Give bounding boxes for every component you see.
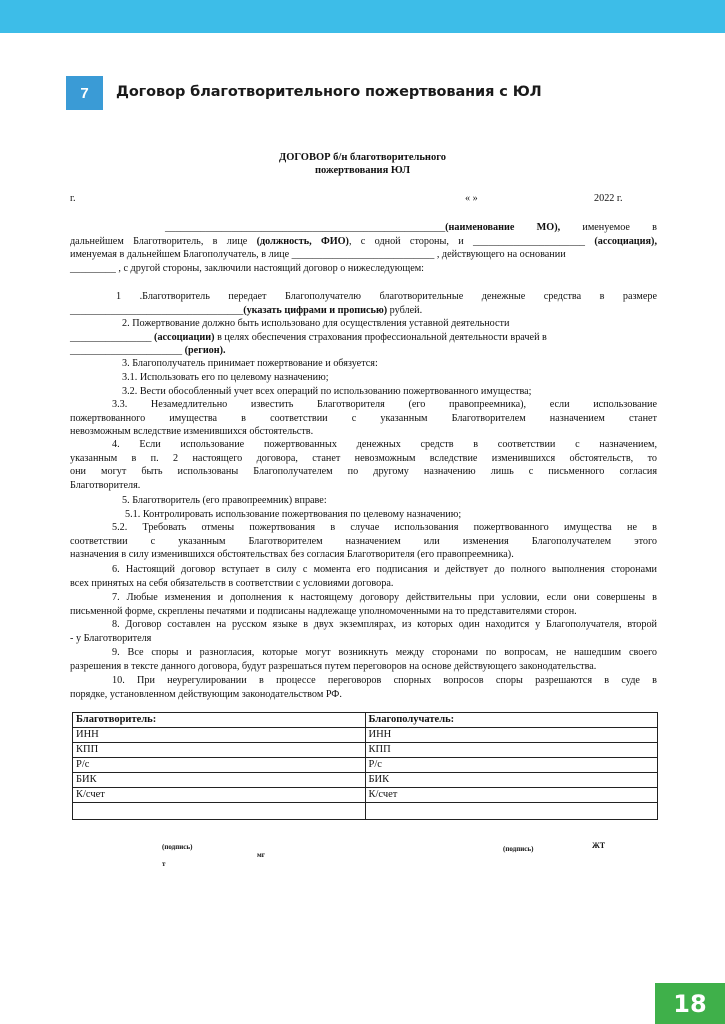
clause-3-1: 3.1. Использовать его по целевому назначению; xyxy=(122,372,329,383)
intro-line: дальнейшем Благотворитель, в лице (должность, ФИО), с одной стороны, и ______________________ (ассоциация), xyxy=(70,235,657,247)
intro-line: именуемая в дальнейшем Благополучатель, в лице ____________________________ , действующего на основании xyxy=(70,249,566,260)
clause-6: 6. Настоящий договор вступает в силу с момента его подписания и действует до полного выполнения сторонами всех принятых на себя обязательств в соответствии с условиями договора. xyxy=(70,564,657,589)
top-banner xyxy=(0,0,725,33)
table-cell xyxy=(365,803,658,820)
stamp-label-right: ЖТ xyxy=(592,841,606,850)
intro-line: _________ , с другой стороны, заключили настоящий договор о нижеследующем: xyxy=(70,262,424,274)
table-cell: К/счет xyxy=(365,788,658,803)
signature-label-right: (подпись) xyxy=(503,845,534,853)
table-cell: КПП xyxy=(365,743,658,758)
clause-9: 9. Все споры и разногласия, которые могут возникнуть между сторонами по вопросам, не нашедшим своего разрешения в тексте данного договора, будут разрешаться путем переговоров на основе действующего законодательства. xyxy=(70,647,657,672)
table-cell: БИК xyxy=(73,773,366,788)
table-cell: ИНН xyxy=(73,728,366,743)
table-header-recipient: Благополучатель: xyxy=(365,713,658,728)
clause-4: 4. Если использование пожертвованных денежных средств в соответствии с назначением, указанным в п. 2 настоящего договора, станет невозможным вследствие изменившихся обстоятельств, то они могут быть использованы Благополучателем по другому назначению лишь с письменного согласия Благотворителя. xyxy=(70,439,657,491)
table-cell: ИНН xyxy=(365,728,658,743)
table-cell: БИК xyxy=(365,773,658,788)
clause-10: 10. При неурегулировании в процессе переговоров спорных вопросов споры разрешаются в суде в порядке, установленном действующим законодательством РФ. xyxy=(70,675,657,700)
section-title: Договор благотворительного пожертвования с ЮЛ xyxy=(116,84,542,100)
clause-5-1: 5.1. Контролировать использование пожертвования по целевому назначению; xyxy=(125,509,462,520)
document-title-line1: ДОГОВОР б/н благотворительного xyxy=(279,152,446,163)
table-cell: Р/с xyxy=(73,758,366,773)
stamp-label-left-1: мг xyxy=(257,851,265,859)
table-row xyxy=(73,773,658,788)
requisites-table xyxy=(72,712,658,820)
clause-3-2: 3.2. Вести обособленный учет всех операций по использованию пожертвованного имущества; xyxy=(122,386,532,397)
table-row xyxy=(73,758,658,773)
date-quotes: « » xyxy=(465,193,478,204)
table-cell xyxy=(73,803,366,820)
table-cell: Р/с xyxy=(365,758,658,773)
city-field: г. xyxy=(70,193,76,204)
intro-line: _______________________________________________________(наименование МО), именуемое в xyxy=(165,222,657,233)
clause-3: 3. Благополучатель принимает пожертвование и обязуется: xyxy=(122,358,378,369)
clause-5: 5. Благотворитель (его правопреемник) вправе: xyxy=(122,495,327,506)
clause-1: 1 .Благотворитель передает Благополучателю благотворительные денежные средства в размере __________________________________(указать цифрами и прописью) рублей. xyxy=(70,291,657,316)
table-cell: КПП xyxy=(73,743,366,758)
table-row xyxy=(73,713,658,728)
stamp-label-left-2: т xyxy=(162,860,166,868)
table-row xyxy=(73,728,658,743)
intro-paragraph xyxy=(70,221,657,275)
signature-label-left: (подпись) xyxy=(162,843,193,851)
table-row xyxy=(73,788,658,803)
section-number-badge: 7 xyxy=(66,76,103,110)
table-row xyxy=(73,803,658,820)
table-row xyxy=(73,743,658,758)
clause-7: 7. Любые изменения и дополнения к настоящему договору действительны при условии, если они совершены в письменной форме, скреплены печатями и подписаны надлежаще уполномоченными на то представителями сторон. xyxy=(70,592,657,617)
table-header-donor: Благотворитель: xyxy=(73,713,366,728)
document-title-line2: пожертвования ЮЛ xyxy=(314,165,411,176)
clause-8: 8. Договор составлен на русском языке в двух экземплярах, из которых один находится у Благополучателя, второй - у Благотворителя xyxy=(70,619,657,644)
page-number: 18 xyxy=(655,983,725,1024)
table-cell: К/счет xyxy=(73,788,366,803)
year-field: 2022 г. xyxy=(594,193,623,204)
clause-2: 2. Пожертвование должно быть использовано для осуществления уставной деятельности ________________ (ассоциации) в целях обеспечения страхования профессиональной деятельности врачей в ______________________ (регион). xyxy=(70,318,547,356)
clause-5-2: 5.2. Требовать отмены пожертвования в случае использования пожертвованного имущества не в соответствии с указанным Благотворителем назначением или изменения Благополучателем этого назначения в силу изменившихся обстоятельствах без согласия Благотворителя (его правопреемника). xyxy=(70,522,657,560)
clause-3-3: 3.3. Незамедлительно известить Благотворителя (его правопреемника), если использование пожертвованного имущества в соответствии с указанным Благотворителем назначением станет невозможным вследствие изменившихся обстоятельств. xyxy=(70,399,657,437)
